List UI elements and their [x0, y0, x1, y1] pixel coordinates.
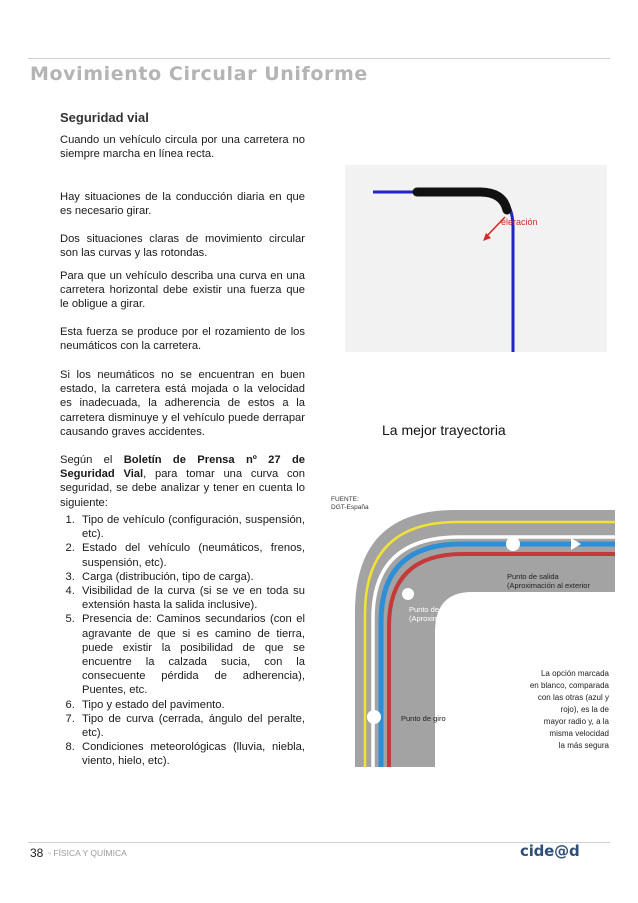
footer-section-label: [48, 848, 127, 858]
note-line: misma velocidad: [549, 729, 609, 738]
list-item: 5. Presencia de: Caminos secundarios (con el agravante de que si es camino de tierra, puede existir la posibilidad de que se encuentre la calzada sucia, con la consecuente pérdida de adherencia), Puentes, etc.: [78, 612, 305, 697]
list-item: 8. Condiciones meteorológicas (lluvia, niebla, viento, hielo, etc).: [78, 740, 305, 768]
bulletin-suffix: , para tomar una curva con seguridad, se debe analizar y tener en cuenta lo siguiente:: [60, 468, 305, 509]
road-diagram: [327, 492, 615, 767]
list-item: 2. Estado del vehículo (neumáticos, frenos, suspensión, etc).: [78, 541, 305, 569]
paragraph: [60, 269, 305, 312]
exit-point-label: Punto de salida: [507, 572, 559, 581]
paragraph-text: Si los neumáticos no se encuentran en buen estado, la carretera está mojada o la velocidad es inadecuada, la adherencia de estos a la carretera disminuye y el vehículo puede derrapar causando graves accidentes.: [60, 369, 305, 438]
exit-point-detail: (Aproximación al exterior: [507, 581, 590, 590]
contact-point-label: Punto de contacto: [409, 605, 470, 614]
paragraph-text: Esta fuerza se produce por el rozamiento de los neumáticos con la carretera.: [60, 326, 305, 353]
paragraph: [60, 368, 305, 439]
section-subtitle: Seguridad vial: [60, 110, 149, 125]
page-number: 38: [30, 846, 44, 860]
contact-point-detail: (Aproximación al interior de la curva): [409, 614, 532, 623]
best-trajectory-figure: [327, 492, 615, 767]
paragraph: [60, 133, 305, 161]
factor-list: [60, 513, 305, 769]
source-label: FUENTE:: [331, 496, 359, 503]
list-item: 1. Tipo de vehículo (configuración, suspensión, etc).: [78, 513, 305, 541]
header-rule: [28, 58, 610, 59]
note-line: rojo), es la de: [560, 705, 609, 714]
note-line: La opción marcada: [540, 669, 609, 678]
curve-diagram: [345, 165, 607, 352]
separator-icon: ▫: [48, 848, 54, 858]
exit-point-marker: [506, 537, 520, 551]
bulletin-title: Boletín de Prensa nº 27 de Seguridad Vial: [60, 454, 305, 481]
note-line: mayor radio y, a la: [543, 717, 609, 726]
source-name: DGT-España: [331, 504, 369, 511]
paragraph: [60, 190, 305, 218]
paragraph-text: Cuando un vehículo circula por una carretera no siempre marcha en línea recta.: [60, 134, 305, 161]
page-title: Movimiento Circular Uniforme: [30, 63, 368, 85]
turn-point-label: Punto de giro: [401, 714, 446, 723]
bulletin-prefix: Según el: [60, 454, 124, 466]
paragraph-text: Hay situaciones de la conducción diaria en que es necesario girar.: [60, 191, 305, 218]
cidead-logo: cide@d: [520, 842, 580, 860]
paragraph-text: Para que un vehículo describa una curva en una carretera horizontal debe existir una fuerza que le obligue a girar.: [60, 270, 305, 311]
figure-caption: La mejor trayectoria: [382, 422, 506, 438]
paragraph: [60, 325, 305, 353]
list-item: 3. Carga (distribución, tipo de carga).: [78, 570, 305, 584]
note-line: la más segura: [558, 741, 609, 750]
note-line: con las otras (azul y: [537, 693, 609, 702]
curve-acceleration-figure: [345, 165, 607, 352]
footer-section-text: FÍSICA Y QUÍMICA: [53, 848, 127, 858]
list-item: 7. Tipo de curva (cerrada, ángulo del peralte, etc).: [78, 712, 305, 740]
list-item: 4. Visibilidad de la curva (si se ve en toda su extensión hasta la salida inclusive).: [78, 584, 305, 612]
list-item: 6. Tipo y estado del pavimento.: [78, 698, 305, 712]
turn-point-marker: [367, 710, 381, 724]
paragraph-text: Dos situaciones claras de movimiento circular son las curvas y las rotondas.: [60, 233, 305, 260]
paragraph: [60, 232, 305, 260]
note-line: en blanco, comparada: [529, 681, 609, 690]
acceleration-label: eleración: [501, 217, 538, 227]
bulletin-paragraph: [60, 453, 305, 510]
contact-point-marker: [402, 588, 414, 600]
